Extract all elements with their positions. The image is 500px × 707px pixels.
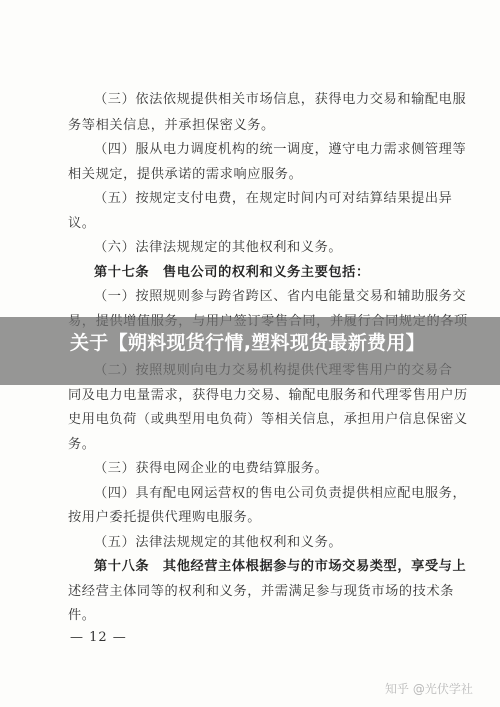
text-line: 述经营主体同等的权利和义务，并需满足参与现货市场的技术条 bbox=[68, 584, 455, 599]
text-line: （四）具有配电网运营权的售电公司负责提供相应配电服务， bbox=[94, 486, 467, 501]
banner-title[interactable]: 关于【朔料现货行情,塑料现货最新费用】 bbox=[70, 332, 425, 354]
text-line: 同及电力电量需求，获得电力交易、输配电服务和代理零售用户历 bbox=[68, 388, 468, 403]
text-line: （三）依法依规提供相关市场信息，获得电力交易和输配电服 bbox=[94, 92, 467, 107]
text-line: （三）获得电网企业的电费结算服务。 bbox=[94, 461, 329, 476]
watermark: 知乎 @光伏学社 bbox=[385, 682, 473, 696]
text-line: （五）法律法规规定的其他权利和义务。 bbox=[94, 535, 343, 550]
article-heading: 第十八条 其他经营主体根据参与的市场交易类型，享受与上 bbox=[94, 559, 467, 574]
text-line: （一）按照规则参与跨省跨区、省内电能量交易和辅助服务交 bbox=[94, 289, 467, 304]
text-line: 件。 bbox=[68, 608, 96, 623]
text-line: （四）服从电力调度机构的统一调度，遵守电力需求侧管理等 bbox=[94, 142, 467, 157]
text-line: 议。 bbox=[68, 216, 96, 231]
text-line: 务。 bbox=[68, 437, 96, 452]
text-line: （六）法律法规规定的其他权利和义务。 bbox=[94, 240, 343, 255]
article-heading: 第十七条 售电公司的权利和义务主要包括： bbox=[94, 265, 370, 280]
text-line: 相关规定，提供承诺的需求响应服务。 bbox=[68, 167, 303, 182]
text-line: 务等相关信息，并承担保密义务。 bbox=[68, 118, 275, 133]
text-line: （五）按规定支付电费，在规定时间内可对结算结果提出异 bbox=[94, 191, 453, 206]
text-line: 史用电负荷（或典型用电负荷）等相关信息，承担用户信息保密义 bbox=[68, 412, 468, 427]
page-number: — 12 — bbox=[70, 630, 127, 645]
text-line: 按用户委托提供代理购电服务。 bbox=[68, 510, 262, 525]
